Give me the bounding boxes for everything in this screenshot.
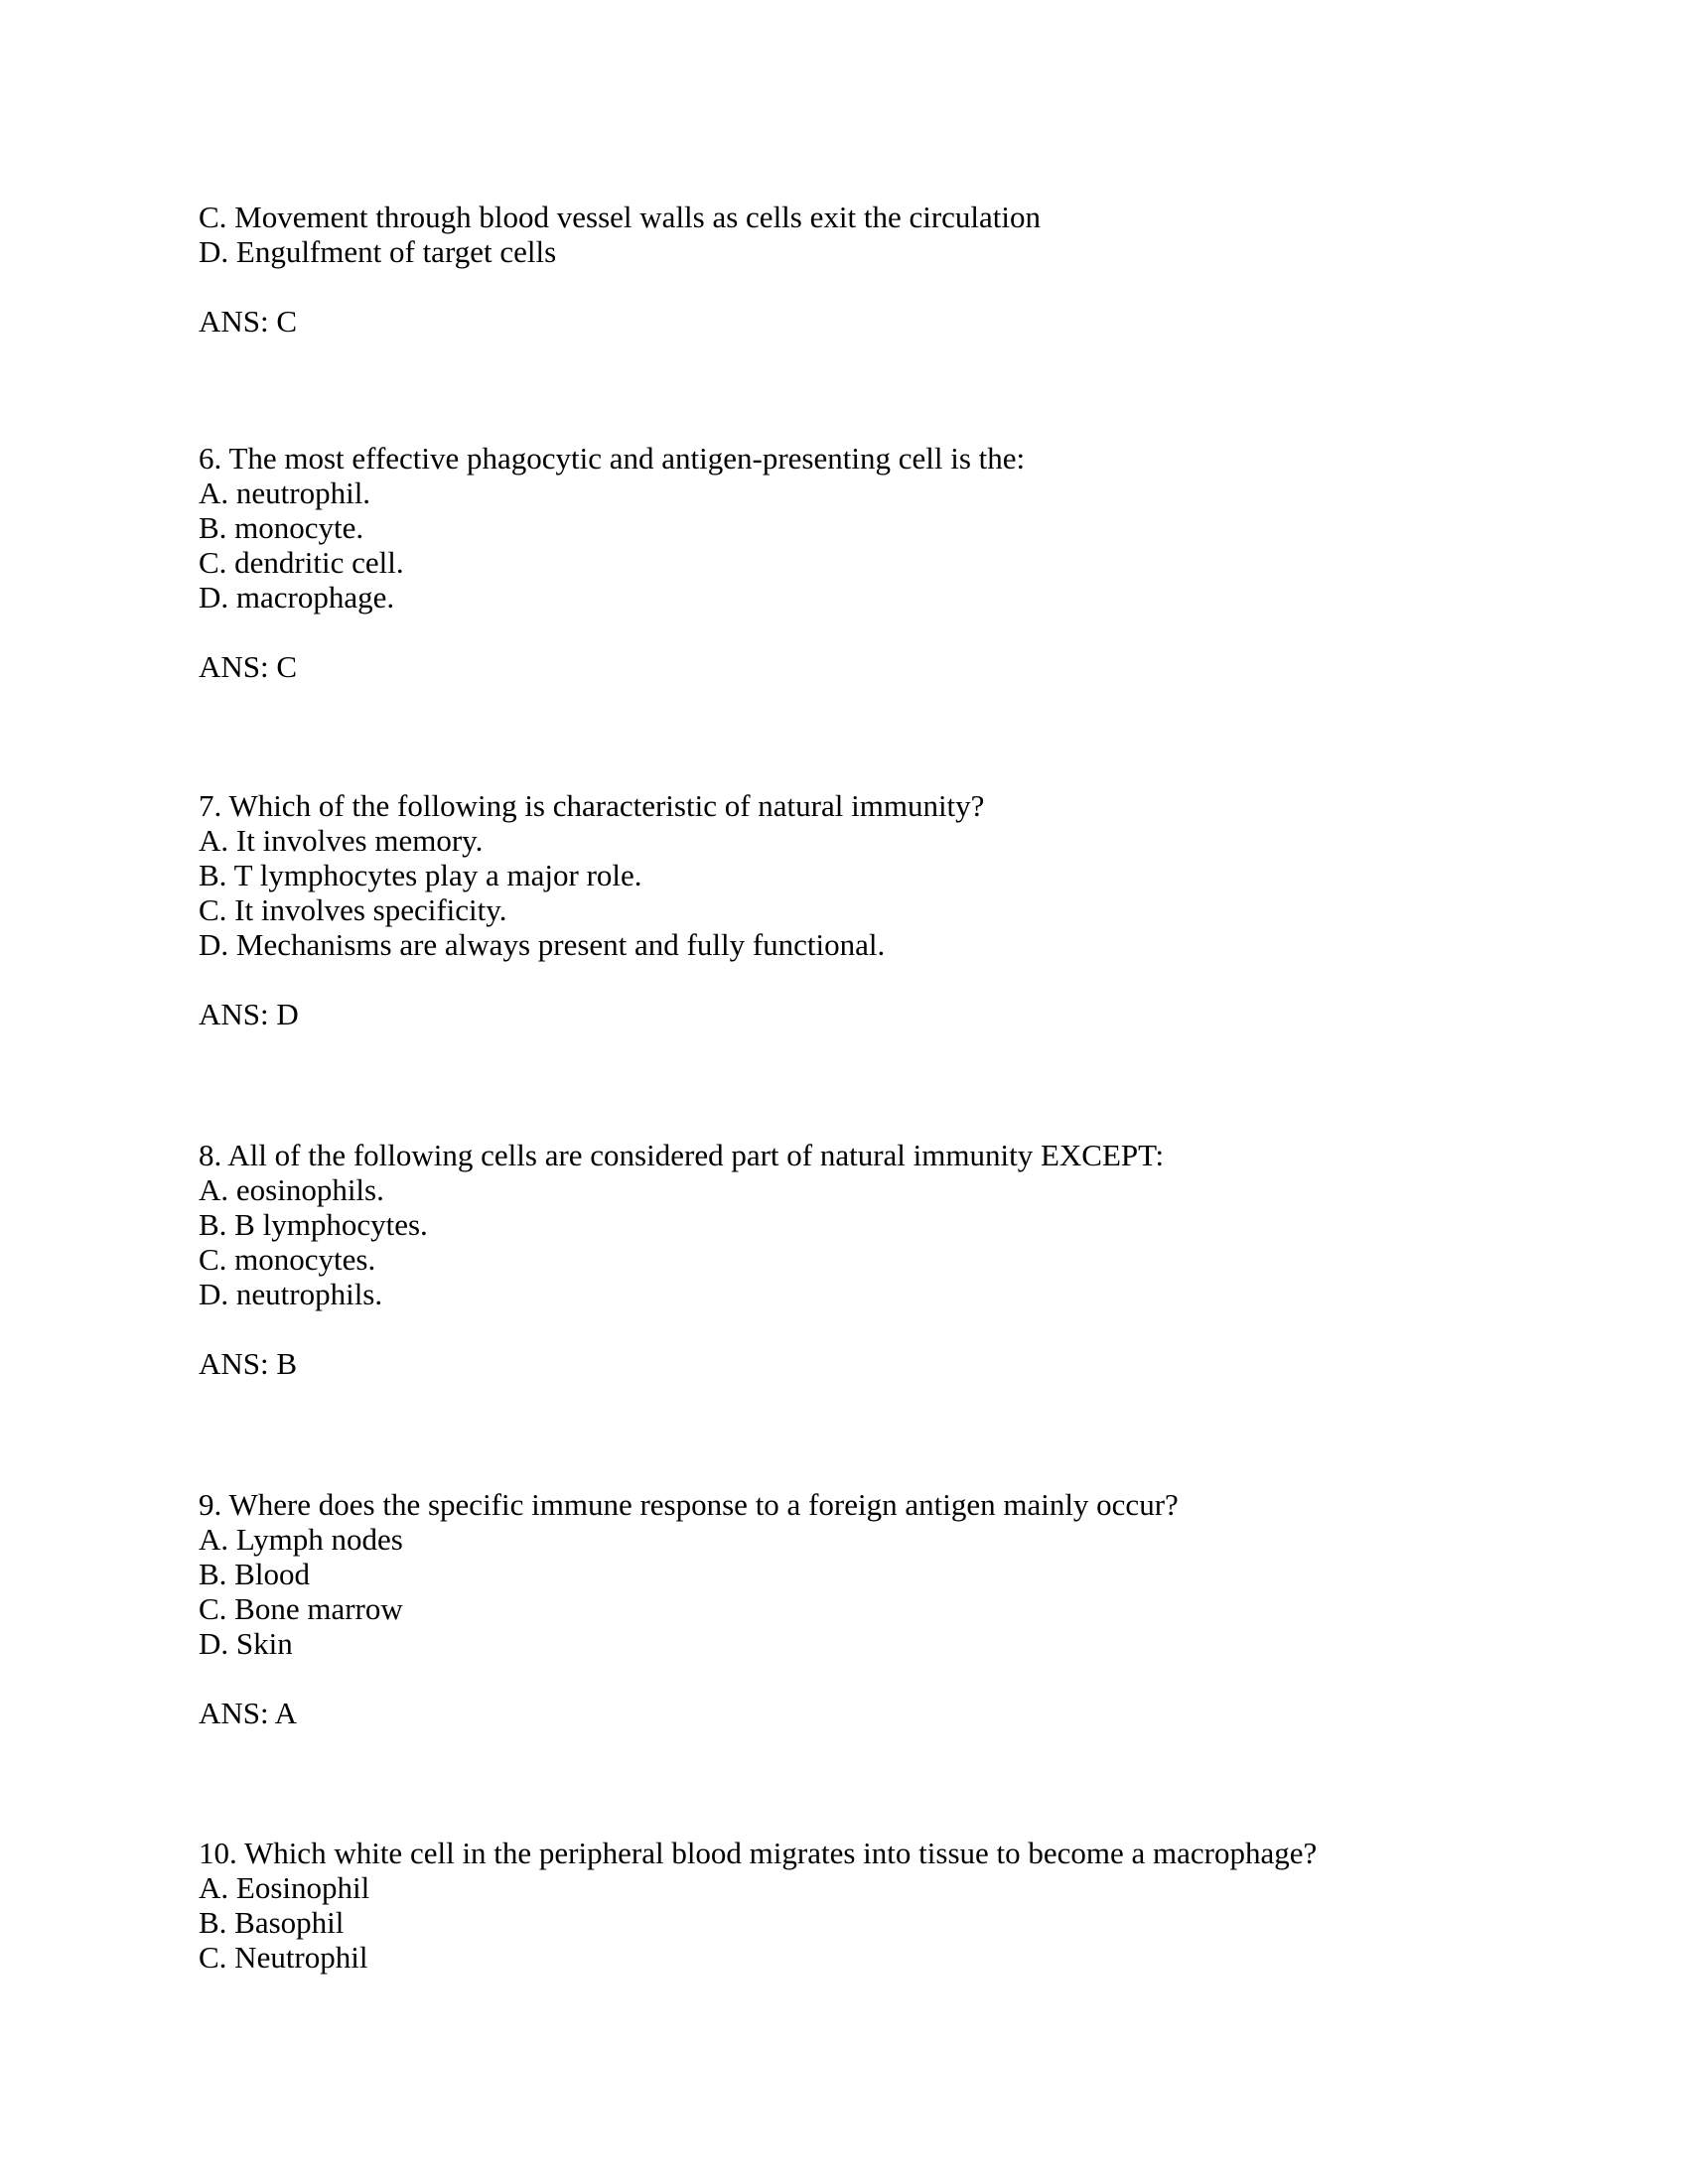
question-block-10 [199, 1836, 1589, 1975]
option-line: C. monocytes. [199, 1242, 376, 1277]
question-block-7 [199, 788, 1589, 1031]
question-text: 7. Which of the following is characteristic of natural immunity? [199, 788, 985, 823]
answer-line: ANS: C [199, 304, 298, 339]
option-line: C. Movement through blood vessel walls as cells exit the circulation [199, 200, 1042, 234]
option-line: C. Bone marrow [199, 1591, 403, 1626]
option-line: C. dendritic cell. [199, 545, 404, 580]
option-line: B. Basophil [199, 1905, 345, 1940]
option-line: C. It involves specificity. [199, 892, 507, 927]
question-block-8 [199, 1138, 1589, 1381]
blank-line [199, 1311, 1589, 1346]
answer-line: ANS: D [199, 997, 299, 1031]
option-line: D. neutrophils. [199, 1277, 383, 1311]
option-line: B. monocyte. [199, 510, 364, 545]
question-text: 9. Where does the specific immune response to a foreign antigen mainly occur? [199, 1487, 1179, 1522]
option-line: D. macrophage. [199, 580, 395, 614]
option-line: A. neutrophil. [199, 476, 371, 510]
answer-line: ANS: C [199, 649, 298, 684]
question-text: 10. Which white cell in the peripheral blood migrates into tissue to become a macrophage? [199, 1836, 1318, 1870]
option-line: B. Blood [199, 1557, 310, 1591]
continued-question-block [199, 200, 1589, 339]
question-block-9 [199, 1487, 1589, 1730]
answer-line: ANS: A [199, 1696, 298, 1730]
blank-line [199, 614, 1589, 649]
question-text: 6. The most effective phagocytic and antigen-presenting cell is the: [199, 441, 1026, 476]
question-text: 8. All of the following cells are considered part of natural immunity EXCEPT: [199, 1138, 1165, 1172]
option-line: B. T lymphocytes play a major role. [199, 858, 642, 892]
option-line: A. Eosinophil [199, 1870, 370, 1905]
option-line: C. Neutrophil [199, 1940, 368, 1975]
option-line: A. It involves memory. [199, 823, 484, 858]
option-line: D. Engulfment of target cells [199, 234, 557, 269]
option-line: B. B lymphocytes. [199, 1207, 428, 1242]
blank-line [199, 962, 1589, 997]
option-line: A. Lymph nodes [199, 1522, 403, 1557]
option-line: A. eosinophils. [199, 1172, 384, 1207]
answer-line: ANS: B [199, 1346, 298, 1381]
question-block-6 [199, 441, 1589, 684]
blank-line [199, 269, 1589, 304]
blank-line [199, 1661, 1589, 1696]
option-line: D. Mechanisms are always present and fully functional. [199, 927, 886, 962]
option-line: D. Skin [199, 1626, 293, 1661]
